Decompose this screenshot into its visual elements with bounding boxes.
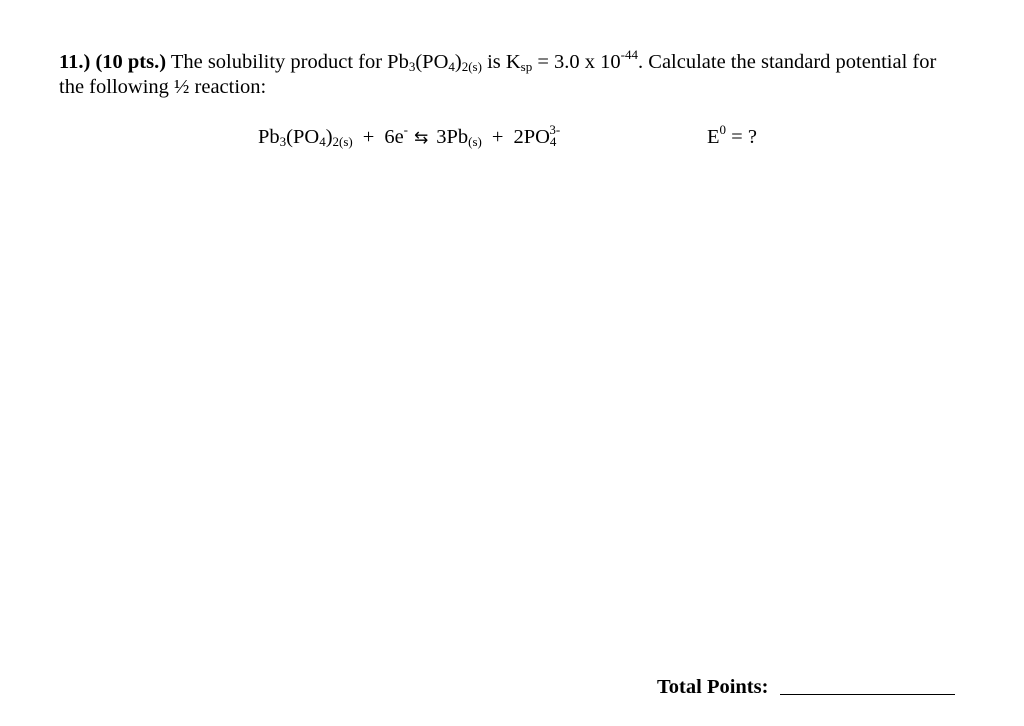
total-points-label: Total Points: — [657, 676, 769, 698]
question-text — [59, 47, 959, 100]
e-symbol: E — [707, 126, 720, 148]
subscript: 2(s) — [461, 59, 482, 74]
plus-sign: + — [362, 126, 375, 148]
electrons: 6e — [384, 126, 404, 148]
half-reaction — [258, 122, 561, 151]
question-points: (10 pts.) — [95, 51, 167, 73]
total-points-blank[interactable] — [780, 694, 955, 695]
subscript: (s) — [468, 134, 482, 149]
superscript: 0 — [719, 122, 727, 137]
product-formula: 3Pb — [436, 126, 469, 148]
subscript: 3 — [408, 59, 416, 74]
reactant-formula: ) — [325, 126, 333, 148]
subscript: 3 — [279, 134, 287, 149]
question-text-part: ) — [454, 51, 462, 73]
superscript: - — [403, 122, 409, 137]
question-text-part: is K — [481, 51, 521, 73]
subscript: sp — [520, 59, 533, 74]
question-text-part: . Calculate the standard potential for the following ½ reaction: — [59, 51, 937, 98]
plus-sign: + — [491, 126, 504, 148]
reactant-formula: Pb — [258, 126, 280, 148]
question-number: 11.) — [59, 51, 91, 73]
subscript: 4 — [319, 134, 326, 149]
superscript: 3- — [549, 122, 561, 137]
standard-potential — [707, 122, 757, 150]
subscript: 2(s) — [332, 134, 353, 149]
subscript: 4 — [549, 134, 557, 149]
equilibrium-arrow-icon: ⇆ — [414, 128, 429, 148]
e-value-text: = ? — [726, 126, 757, 148]
question-text-part: (PO — [415, 51, 449, 73]
superscript: -44 — [620, 47, 639, 62]
product-formula: 2PO — [513, 126, 550, 148]
question-text-part: = 3.0 x 10 — [532, 51, 621, 73]
reactant-formula: (PO — [286, 126, 320, 148]
question-text-part: The solubility product for Pb — [170, 51, 409, 73]
subscript: 4 — [448, 59, 455, 74]
